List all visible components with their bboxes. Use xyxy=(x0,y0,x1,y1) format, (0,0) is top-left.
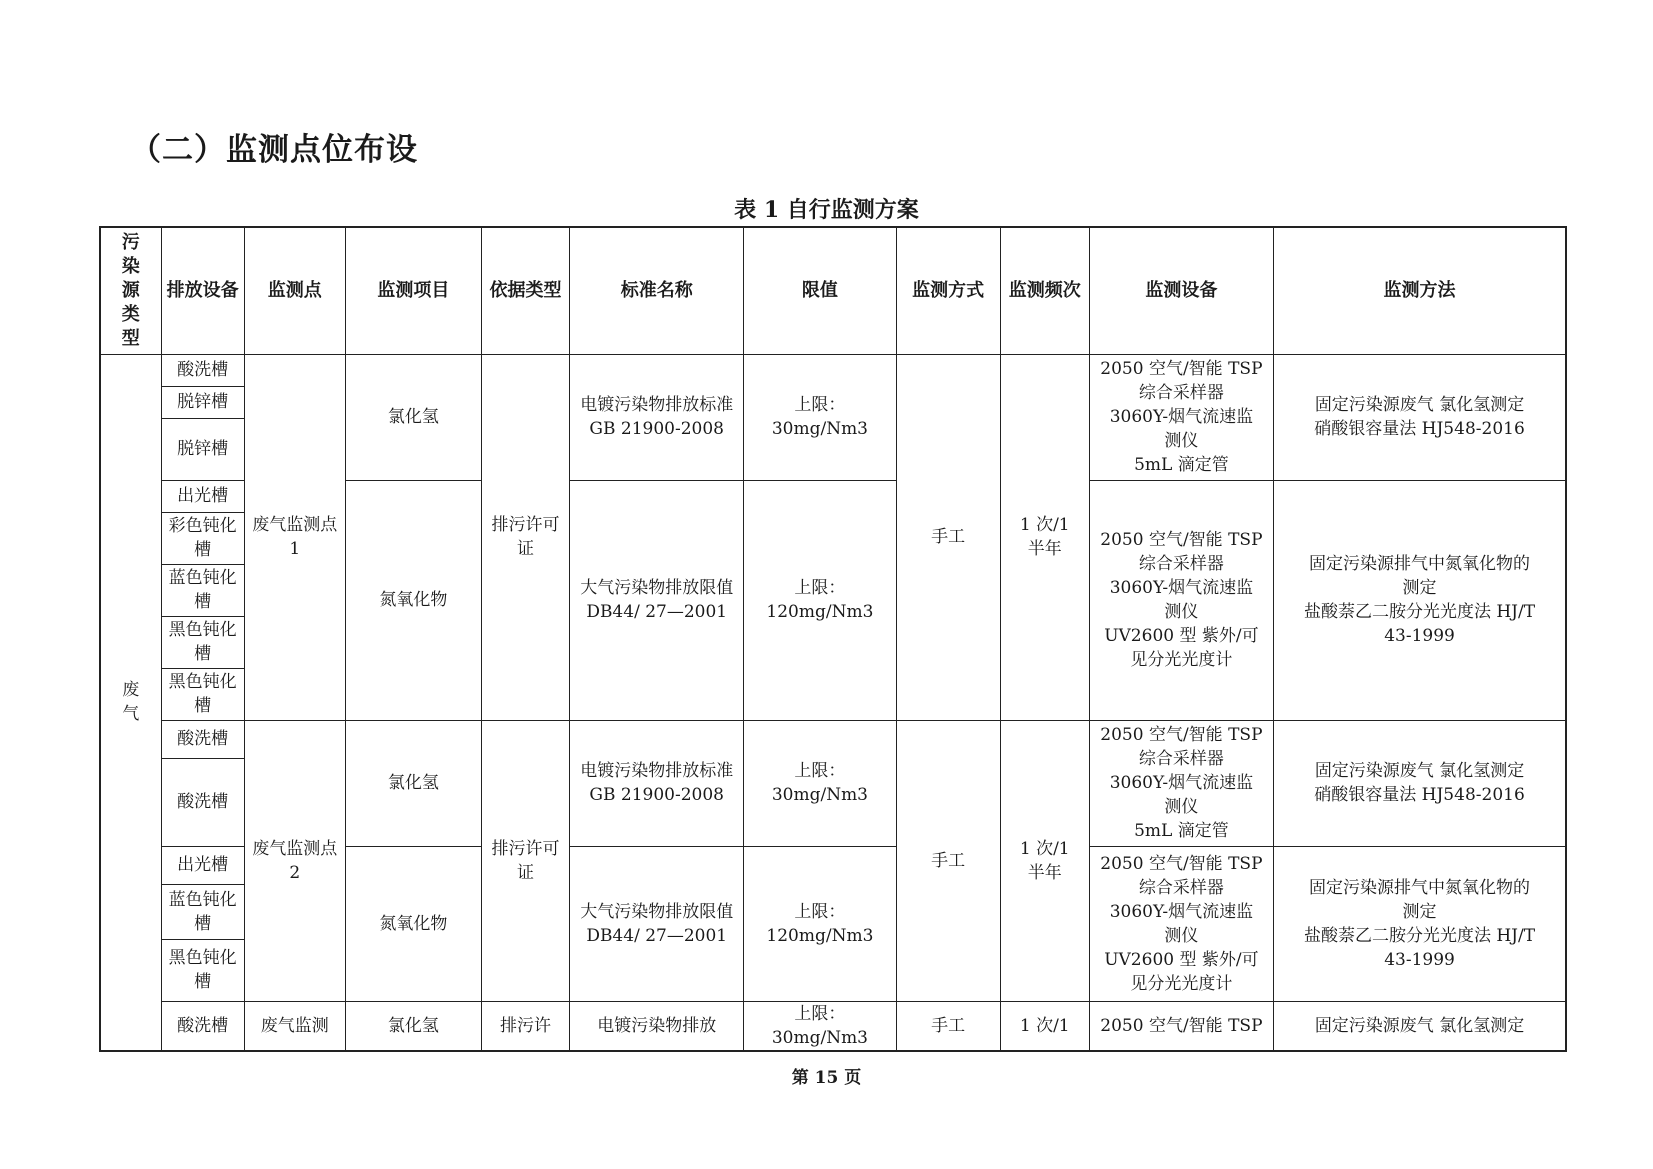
standard-cell: 大气污染物排放限值 DB44/ 27—2001 xyxy=(570,480,744,720)
monitoring-item-cell: 氮氧化物 xyxy=(345,480,481,720)
standard-cell: 电镀污染物排放标准 GB 21900-2008 xyxy=(570,354,744,480)
header-item: 监测项目 xyxy=(345,227,481,354)
method-cell: 固定污染源废气 氯化氢测定 硝酸银容量法 HJ548-2016 xyxy=(1274,720,1566,846)
header-mode: 监测方式 xyxy=(896,227,1000,354)
basis-cell: 排污许 xyxy=(481,1001,569,1051)
equipment-cell: 酸洗槽 xyxy=(161,354,244,386)
monitoring-point-cell: 废气监测点 2 xyxy=(244,720,345,1001)
method-cell: 固定污染源废气 氯化氢测定 硝酸银容量法 HJ548-2016 xyxy=(1274,354,1566,480)
source-type-cell: 废气 xyxy=(100,354,161,1051)
header-standard: 标准名称 xyxy=(570,227,744,354)
mode-cell: 手工 xyxy=(896,720,1000,1001)
equipment-cell: 酸洗槽 xyxy=(161,758,244,846)
equipment-cell: 酸洗槽 xyxy=(161,720,244,758)
header-method: 监测方法 xyxy=(1274,227,1566,354)
method-cell: 固定污染源排气中氮氧化物的 测定 盐酸萘乙二胺分光光度法 HJ/T 43-1999 xyxy=(1274,480,1566,720)
header-limit: 限值 xyxy=(744,227,896,354)
device-cell: 2050 空气/智能 TSP 综合采样器 3060Y-烟气流速监 测仪 UV2600 型 紫外/可 见分光光度计 xyxy=(1089,846,1273,1001)
equipment-cell: 黑色钝化槽 xyxy=(161,616,244,668)
section-heading: （二）监测点位布设 xyxy=(130,132,418,168)
table-row xyxy=(100,354,1566,386)
limit-cell: 上限：30mg/Nm3 xyxy=(744,354,896,480)
header-basis: 依据类型 xyxy=(481,227,569,354)
equipment-cell: 脱锌槽 xyxy=(161,386,244,418)
table-title: 表 1 自行监测方案 xyxy=(734,197,919,223)
limit-cell: 上限： 120mg/Nm3 xyxy=(744,846,896,1001)
equipment-cell: 出光槽 xyxy=(161,846,244,884)
header-device: 监测设备 xyxy=(1089,227,1273,354)
header-point: 监测点 xyxy=(244,227,345,354)
header-source-type: 污染源类型 xyxy=(100,227,161,354)
header-row xyxy=(100,227,1566,354)
method-cell: 固定污染源废气 氯化氢测定 xyxy=(1274,1001,1566,1051)
frequency-cell: 1 次/1 半年 xyxy=(1000,720,1089,1001)
device-cell: 2050 空气/智能 TSP xyxy=(1089,1001,1273,1051)
standard-cell: 电镀污染物排放 xyxy=(570,1001,744,1051)
header-equipment: 排放设备 xyxy=(161,227,244,354)
equipment-cell: 彩色钝化槽 xyxy=(161,512,244,564)
mode-cell: 手工 xyxy=(896,354,1000,720)
equipment-cell: 脱锌槽 xyxy=(161,418,244,480)
monitoring-item-cell: 氯化氢 xyxy=(345,720,481,846)
limit-cell: 上限：30mg/Nm3 xyxy=(744,1001,896,1051)
frequency-cell: 1 次/1 半年 xyxy=(1000,354,1089,720)
monitoring-item-cell: 氮氧化物 xyxy=(345,846,481,1001)
table-row xyxy=(100,720,1566,758)
monitoring-point-cell: 废气监测 xyxy=(244,1001,345,1051)
equipment-cell: 蓝色钝化槽 xyxy=(161,884,244,939)
limit-cell: 上限： 120mg/Nm3 xyxy=(744,480,896,720)
limit-cell: 上限：30mg/Nm3 xyxy=(744,720,896,846)
frequency-cell: 1 次/1 xyxy=(1000,1001,1089,1051)
equipment-cell: 黑色钝化槽 xyxy=(161,668,244,720)
equipment-cell: 出光槽 xyxy=(161,480,244,512)
standard-cell: 电镀污染物排放标准 GB 21900-2008 xyxy=(570,720,744,846)
table-row xyxy=(100,1001,1566,1051)
header-freq: 监测频次 xyxy=(1000,227,1089,354)
monitoring-item-cell: 氯化氢 xyxy=(345,354,481,480)
equipment-cell: 蓝色钝化槽 xyxy=(161,564,244,616)
basis-cell: 排污许可证 xyxy=(481,354,569,720)
page-number: 第 15 页 xyxy=(791,1068,862,1088)
method-cell: 固定污染源排气中氮氧化物的 测定 盐酸萘乙二胺分光光度法 HJ/T 43-1999 xyxy=(1274,846,1566,1001)
equipment-cell: 黑色钝化槽 xyxy=(161,939,244,1001)
monitoring-item-cell: 氯化氢 xyxy=(345,1001,481,1051)
device-cell: 2050 空气/智能 TSP 综合采样器 3060Y-烟气流速监 测仪 5mL 滴定管 xyxy=(1089,720,1273,846)
device-cell: 2050 空气/智能 TSP 综合采样器 3060Y-烟气流速监 测仪 UV2600 型 紫外/可 见分光光度计 xyxy=(1089,480,1273,720)
equipment-cell: 酸洗槽 xyxy=(161,1001,244,1051)
mode-cell: 手工 xyxy=(896,1001,1000,1051)
device-cell: 2050 空气/智能 TSP 综合采样器 3060Y-烟气流速监 测仪 5mL 滴定管 xyxy=(1089,354,1273,480)
standard-cell: 大气污染物排放限值 DB44/ 27—2001 xyxy=(570,846,744,1001)
monitoring-point-cell: 废气监测点 1 xyxy=(244,354,345,720)
monitoring-plan-table xyxy=(99,226,1567,1052)
basis-cell: 排污许可证 xyxy=(481,720,569,1001)
